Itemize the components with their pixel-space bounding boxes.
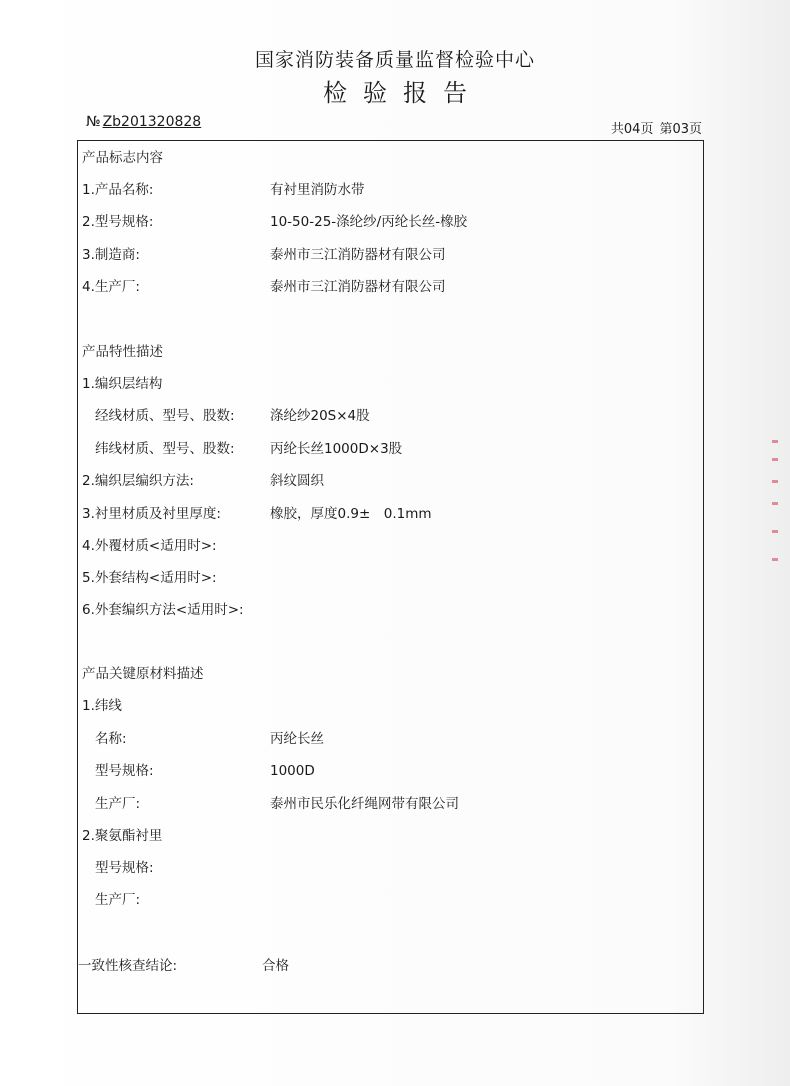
field-value: 泰州市三江消防器材有限公司 [270,279,446,295]
conclusion-label: 一致性核查结论: [78,958,178,974]
seal-edge-marks [768,440,778,580]
section-title-features: 产品特性描述 [82,344,163,360]
conclusion-value: 合格 [262,958,289,974]
report-header [0,46,790,110]
report-title: 检验报告 [323,79,483,107]
total-pages: 共04页 [610,122,654,137]
organization-title: 国家消防装备质量监督检验中心 [254,49,535,71]
section-title-materials: 产品关键原材料描述 [82,666,204,682]
field-label: 名称: [95,731,127,747]
field-label: 1.编织层结构 [82,376,163,392]
field-label: 3.制造商: [82,247,140,263]
field-label: 2.编织层编织方法: [82,473,194,489]
field-value: 10-50-25-涤纶纱/丙纶长丝-橡胶 [270,214,468,230]
field-label: 6.外套编织方法<适用时>: [82,602,244,618]
field-label: 4.外覆材质<适用时>: [82,538,217,554]
field-label: 2.聚氨酯衬里 [82,828,163,844]
field-value: 有衬里消防水带 [270,182,365,198]
report-number [86,114,201,130]
field-value: 斜纹圆织 [270,473,324,489]
field-value: 丙纶长丝 [270,731,324,747]
field-label: 型号规格: [95,763,154,779]
report-number-value: Zb201320828 [102,114,202,130]
field-label: 2.型号规格: [82,214,154,230]
field-label: 5.外套结构<适用时>: [82,570,217,586]
field-value: 丙纶长丝1000D×3股 [270,441,403,457]
field-label: 1.产品名称: [82,182,154,198]
field-label: 生产厂: [95,892,141,908]
field-label: 4.生产厂: [82,279,140,295]
field-label: 经线材质、型号、股数: [95,408,235,424]
section-title-marking: 产品标志内容 [82,150,163,166]
field-value: 1000D [270,763,315,779]
field-label: 纬线材质、型号、股数: [95,441,235,457]
report-frame [77,140,704,1014]
field-label: 生产厂: [95,796,141,812]
field-label: 型号规格: [95,860,154,876]
number-symbol: № [86,114,101,130]
field-value: 涤纶纱20S×4股 [270,408,370,424]
current-page: 第03页 [659,122,702,137]
field-value: 泰州市民乐化纤绳网带有限公司 [270,796,459,812]
field-value: 橡胶，厚度0.9± 0.1mm [270,506,432,522]
field-value: 泰州市三江消防器材有限公司 [270,247,446,263]
field-label: 3.衬里材质及衬里厚度: [82,506,221,522]
page-info [605,118,702,137]
field-label: 1.纬线 [82,698,122,714]
